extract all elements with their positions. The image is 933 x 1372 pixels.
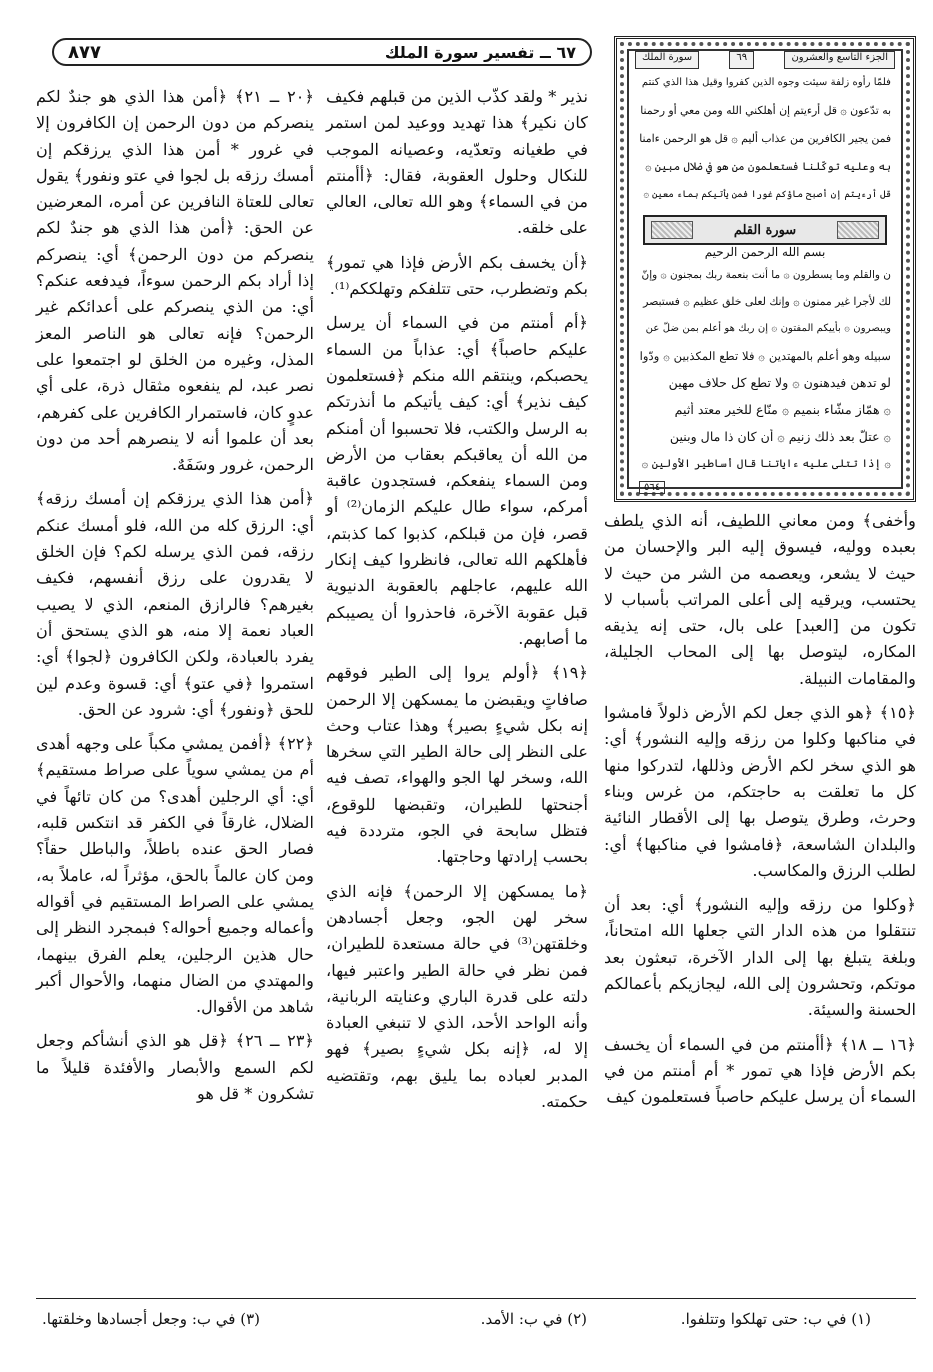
page-number: ٨٧٧ <box>68 41 101 63</box>
mushaf-line: ۞ همّاز مشّاء بنميم ۞ منّاع للخير معتد أثيم <box>674 402 891 417</box>
paragraph: ﴿أم أمنتم من في السماء أن يرسل عليكم حاصباً﴾ أي: عذاباً من السماء يحصبكم، وينتقم الله منكم ﴿فستعلمون كيف نذير﴾ أي: كيف يأتيكم ما أنذرتكم به الرسل والكتب، فلا تحسبوا أن أمنكم من الله أن يعاقبكم بعقاب من الأرض ومن السماء ينفعكم، فستجدون عاقبة أمركم، سواء طال عليكم الزمان⁽²⁾ أو قصر، فإن من قبلكم، كذبوا كما كذبتم، فأهلكهم الله تعالى، فانظروا كيف إنكار الله عليهم، عاجلهم بالعقوبة الدنيوية قبل عقوبة الآخرة، فاحذروا أن يصيبكم ما أصابهم. <box>326 313 588 648</box>
paragraph: ﴿أمن هذا الذي يرزقكم إن أمسك رزقه﴾ أي: الرزق كله من الله، فلو أمسك عنكم رزقه، فمن الذي يرسله لكم؟ فإن الخلق لا يقدرون على رزق أنفسهم، فكيف بغيرهم؟ فالرازق المنعم، الذي لا يصيب العباد نعمة إلا منه، هو الذي يستحق أن يفرد بالعبادة، ولكن الكافرون ﴿لجوا﴾ أي: استمروا ﴿في عتو﴾ أي: قسوة وعدم لين للحق ﴿ونفور﴾ أي: شرود عن الحق. <box>36 489 314 719</box>
mushaf-page-label: ٦٩ <box>729 51 754 69</box>
mushaf-line: ن والقلم وما يسطرون ۞ ما أنت بنعمة ربك بمجنون ۞ وإنّ <box>641 269 891 281</box>
paragraph: ﴿١٦ ــ ١٨﴾ ﴿أأمنتم من في السماء أن يخسف بكم الأرض فإذا هي تمور * أم أمنتم من في السماء أن يرسل عليكم حاصباً فستعلمون كيف <box>604 1034 916 1107</box>
mushaf-line: ويبصرون ۞ بأييكم المفتون ۞ إن ربك هو أعلم بمن ضلّ عن <box>645 323 891 334</box>
mushaf-line: فمن يجير الكافرين من عذاب أليم ۞ قل هو الرحمن ءامنا <box>639 132 891 145</box>
mushaf-header <box>635 51 895 69</box>
mushaf-line: سبيله وهو أعلم بالمهتدين ۞ فلا تطع المكذبين ۞ ودّوا <box>639 349 891 363</box>
paragraph: وأخفى﴾ ومن معاني اللطيف، أنه الذي يلطف بعبده ووليه، فيسوق إليه البر والإحسان من حيث لا يشعر، ويعصمه من الشر من حيث لا يحتسب، ويرقيه إلى أعلى المراتب بأسباب لا تكون من [العبد] على بال، حتى إنه يذيقه المكاره، ليتوصل بها إلى المحاب الجليلة، والمقامات النبيلة. <box>604 511 916 688</box>
paragraph: ﴿ما يمسكهن إلا الرحمن﴾ فإنه الذي سخر لهن الجو، وجعل أجسادهن وخلقتهن⁽³⁾ في حالة مستعدة للطيران، فمن نظر في حالة الطير واعتبر فيها، دلته على قدرة الباري وعنايته الربانية، وأنه الواحد الأحد، الذي لا تنبغي العبادة إلا له، ﴿إنه بكل شيءٍ بصير﴾ فهو المدبر لعباده بما يليق بهم، وتقتضيه حكمته. <box>326 881 588 1111</box>
paragraph: ﴿أن يخسف بكم الأرض فإذا هي تمور﴾ بكم وتضطرب، حتى تتلفكم وتهلككم⁽¹⁾. <box>326 252 588 299</box>
text-column-left <box>36 84 314 1115</box>
mushaf-line: ۞ عتلّ بعد ذلك زنيم ۞ أن كان ذا مال وبنين <box>669 429 891 444</box>
running-header <box>52 38 592 66</box>
mushaf-line: به تدّعون ۞ قل أرءيتم إن أهلكني الله ومن معي أو رحمنا <box>640 104 891 117</box>
surah-title-box <box>643 215 887 245</box>
text-column-middle <box>326 84 588 1123</box>
paragraph: ﴿١٩﴾ ﴿أولم يروا إلى الطير فوقهم صافاتٍ ويقبضن ما يمسكهن إلا الرحمن إنه بكل شيءٍ بصير﴾ وهذا عتاب وحث على النظر إلى حالة الطير التي سخرها الله، وسخر لها الجو والهواء، تصف فيه أجنحتها للطيران، وتقبضها للوقوع، فتظل سابحة في الجو، مترددة فيه بحسب إرادتها وحاجتها. <box>326 663 588 867</box>
paragraph: ﴿٢٣ ــ ٢٦﴾ ﴿قل هو الذي أنشأكم وجعل لكم السمع والأبصار والأفئدة قليلاً ما تشكرون * قل هو <box>36 1031 315 1103</box>
surah-title: سورة القلم <box>733 222 797 238</box>
mushaf-line: ۞ إذا تتلى عليه ءاياتنا قال أساطير الأولين ۞ <box>641 457 891 470</box>
quran-page-image <box>614 36 916 502</box>
mushaf-surah-label: سورة الملك <box>635 51 699 69</box>
mushaf-juz-label: الجزء التاسع والعشرون <box>784 51 895 69</box>
mushaf-line: لك لأجرا غير ممنون ۞ وإنك لعلى خلق عظيم ۞ فستبصر <box>643 295 891 308</box>
paragraph: ﴿٢٠ ــ ٢١﴾ ﴿أمن هذا الذي هو جندٌ لكم ينصركم من دون الرحمن إن الكافرون إلا في غرور * أمن هذا الذي يرزقكم إن أمسك رزقه بل لجوا في عتو ونفور﴾ يقول تعالى للعتاة النافرين عن أمره، المعرضين عن الحق: ﴿أمن هذا الذي هو جندٌ لكم ينصركم من دون الرحمن﴾ أي: ينصركم إذا أراد بكم الرحمن سوءاً، فيدفعه عنكم؟ أي: من الذي ينصركم على أعدائكم غير الرحمن؟ فإنه تعالى هو الناصر المعز المذل، وغيره من الخلق لو اجتمعوا على نصر عبد، لم ينفعوه مثقال ذرة، على أي عدوٍ كان، فاستمرار الكافرين على كفرهم، بعد أن علموا أنه لا ينصرهم أحد من دون الرحمن، غرور وسَفَهٌ. <box>36 87 314 475</box>
mushaf-line: قل أرءيتم إن أصبح ماؤكم غورا فمن يأتيكم بماء معين ۞ <box>643 189 891 200</box>
header-title: ٦٧ ــ تفسير سورة الملك <box>384 42 576 62</box>
paragraph: نذير * ولقد كذّب الذين من قبلهم فكيف كان نكير﴾ هذا تهديد ووعيد لمن استمر في طغيانه وتعدّيه، وعصيانه الموجب للنكال وحلول العقوبة، فقال: ﴿أأمنتم من في السماء﴾ وهو الله تعالى، العالي على خلقه. <box>326 87 588 238</box>
mushaf-line: لو تدهن فيدهنون ۞ ولا تطع كل حلاف مهين <box>668 375 891 390</box>
footnote: (٢) في ب: الأمد. <box>480 1310 587 1328</box>
paragraph: ﴿١٥﴾ ﴿هو الذي جعل لكم الأرض ذلولاً فامشوا في مناكبها وكلوا من رزقه وإليه النشور﴾ أي: هو الذي سخر لكم الأرض وذللها، لتدركوا منها كل ما تعلقت به حاجتكم، من غرس وبناء وحرث، وطرق يتوصل بها إلى الأقطار النائية والبلدان الشاسعة، ﴿فامشوا في مناكبها﴾ أي: لطلب الرزق والمكاسب. <box>604 703 916 880</box>
mushaf-line: فلمّا رأوه زلفة سيئت وجوه الذين كفروا وقيل هذا الذي كنتم <box>641 77 891 88</box>
mushaf-page-number: ٥٦٤ <box>639 481 665 494</box>
footnote-divider <box>36 1298 916 1299</box>
mushaf-line: به وعليه توكّلنا فستعلمون من هو في ضلال مبين ۞ <box>645 160 891 173</box>
footnote: (٣) في ب: وجعل أجسادها وخلقتها. <box>42 1310 260 1328</box>
paragraph: ﴿٢٢﴾ ﴿أفمن يمشي مكباً على وجهه أهدى أم من يمشي سوياً على صراط مستقيم﴾ أي: أي الرجلين أهدى؟ من كان تائهاً في الضلال، غارقاً في الكفر قد انتكس قلبه، فصار الحق عنده باطلاً، والباطل حقاً؟ ومن كان عالماً بالحق، مؤثراً له، عاملاً به، يمشي على الصراط المستقيم في أقواله وأعماله وجميع أحواله؟ فبمجرد النظر إلى حال هذين الرجلين، يعلم الفرق بينهما، والمهتدي من الضال منهما، والأحوال أكبر شاهد من الأقوال. <box>36 734 314 1017</box>
footnote: (١) في ب: حتى تهلكوا وتتلفوا. <box>680 1310 871 1328</box>
basmala: بسم الله الرحمن الرحيم <box>704 245 826 259</box>
text-column-right <box>604 508 916 1119</box>
paragraph: ﴿وكلوا من رزقه وإليه النشور﴾ أي: بعد أن تنتقلوا من هذه الدار التي جعلها الله امتحاناً، وبلغة يتبلغ بها إلى الدار الآخرة، تبعثون بعد موتكم، وتحشرون إلى الله، ليجازيكم بأعمالكم الحسنة والسيئة. <box>604 895 916 1020</box>
